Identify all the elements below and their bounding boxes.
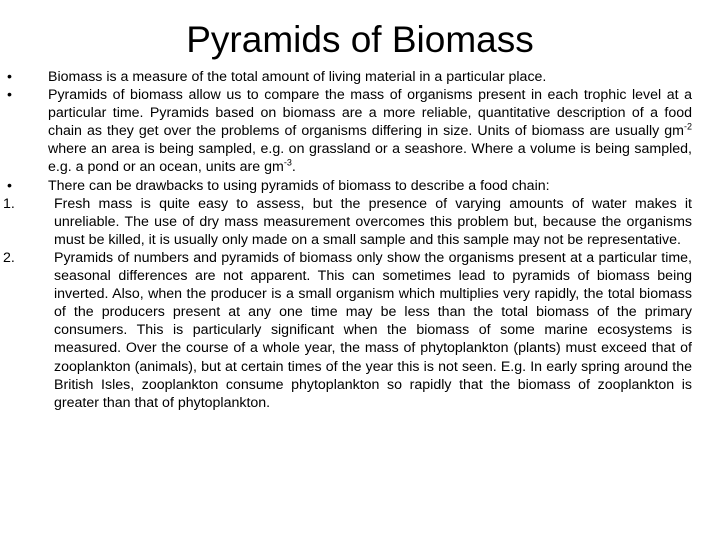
bullet-marker: •	[7, 177, 12, 194]
numbered-item-fresh-mass	[0, 195, 720, 249]
numbered-item-seasonal-differences	[0, 249, 720, 412]
number-marker: 1.	[3, 195, 15, 212]
bullet-item-pyramids-compare	[0, 86, 720, 176]
bullet-text-part3: .	[291, 159, 296, 176]
bullet-marker: •	[7, 69, 12, 85]
bullet-text-part1: Pyramids of biomass allow us to compare the mass of organisms present in each trophic level at a particular time. Pyramids based on biomass are a more reliable, quantitative description of a food chain as they get over the problems of organisms differing in size. Units of biomass are usually gm	[48, 87, 692, 140]
bullet-text: Biomass is a measure of the total amount of living material in a particular place.	[48, 69, 547, 85]
slide-title: Pyramids of Biomass	[186, 19, 534, 60]
slide-body	[0, 68, 720, 412]
bullet-marker: •	[7, 87, 12, 104]
bullet-item-biomass-definition	[0, 68, 720, 86]
bullet-text: There can be drawbacks to using pyramids of biomass to describe a food chain:	[48, 177, 550, 194]
bullet-text-part2: where an area is being sampled, e.g. on grassland or a seashore. Where a volume is being sampled, e.g. a pond or an ocean, units are gm	[48, 141, 692, 176]
superscript-volume-unit: -3	[283, 157, 292, 168]
numbered-text: Pyramids of numbers and pyramids of biomass only show the organisms present at a particular time, seasonal differences are not apparent. This can sometimes lead to pyramids of biomass being inverted. Also, when the producer is a small organism which multiplies very rapidly, the total biomass of the producers present at any one time may be less than the total biomass of the primary consumers. This is particularly significant when the biomass of some marine ecosystems is measured. Over the course of a whole year, the mass of phytoplankton (plants) must exceed that of zooplankton (animals), but at certain times of the year this is not seen. E.g. In early spring around the British Isles, zooplankton consume phytoplankton so rapidly that the biomass of zooplankton is greater than that of phytoplankton.	[54, 249, 692, 411]
bullet-item-drawbacks	[0, 177, 720, 195]
numbered-text: Fresh mass is quite easy to assess, but the presence of varying amounts of water makes it unreliable. The use of dry mass measurement overcomes this problem but, because the organisms must be killed, it is usually only made on a small sample and this sample may not be representative.	[54, 195, 692, 248]
superscript-area-unit: -2	[683, 121, 692, 132]
number-marker: 2.	[3, 249, 15, 266]
